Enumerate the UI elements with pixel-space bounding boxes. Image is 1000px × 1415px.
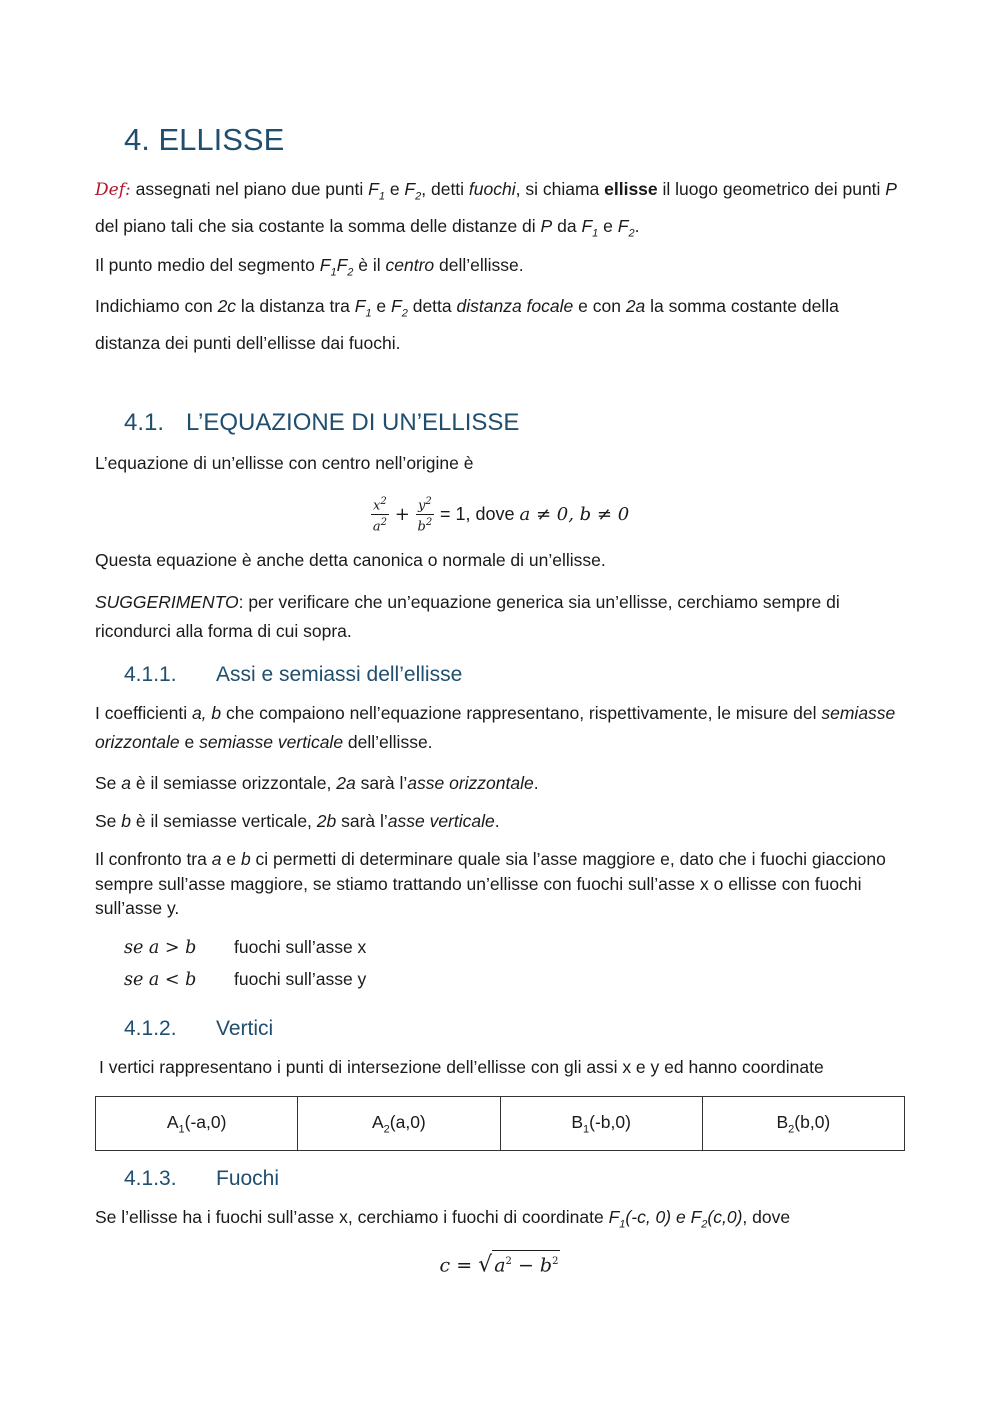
fuochi-paragraph: Se l’ellisse ha i fuochi sull’asse x, cerchiamo i fuochi di coordinate $F_1(-c$, 0) e $F_2(c,0)$, dove [95, 1207, 791, 1231]
vertici-intro: I vertici rappresentano i punti di intersezione dell’ellisse con gli assi x e y ed hanno coordinate [99, 1057, 824, 1077]
focale-paragraph: Indichiamo con 2c la distanza tra $F_1$ e $F_2$ detta distanza focale e con 2a la somma costante della distanza dei punti dell’ellisse dai fuochi. [95, 296, 839, 353]
chapter-title: 4. ELLISSE [124, 122, 285, 157]
definition-label: Def: [95, 180, 131, 200]
section-heading-4-1-1: 4.1.1. Assi e semiassi dell’ellisse [124, 663, 463, 686]
sqrt-symbol: √ [478, 1252, 493, 1278]
table-cell: $B_1(-b,0)$ [500, 1097, 702, 1151]
focal-distance-formula: c = √ $a^2 - b^2$ [0, 1250, 1000, 1277]
confronto-paragraph: Il confronto tra a e b ci permetti di determinare quale sia l’asse maggiore e, dato che i fuochi giacciono sempre sull’asse maggiore, se stiamo trattando un’ellisse con fuochi sull’asse x o ellisse con fuochi sull’asse y. [95, 849, 886, 918]
table-row [96, 1097, 905, 1151]
asse-orizzontale-line: Se a è il semiasse orizzontale, 2a sarà l’asse orizzontale. [95, 773, 539, 793]
fraction-x: $\frac{x^2}{a^2}$ [372, 496, 387, 535]
canonica-paragraph: Questa equazione è anche detta canonica o normale di un’ellisse. [95, 550, 606, 570]
coefficienti-paragraph: I coefficienti a, b che compaiono nell’equazione rappresentano, rispettivamente, le misure del semiasse orizzontale e semiasse verticale dell’ellisse. [95, 703, 896, 752]
radicand: $a^2 - b^2$ [492, 1250, 560, 1276]
ellipse-equation: $\frac{x^2}{a^2}$ + $\frac{y^2}{b^2}$ = 1, dove a ≠ 0, b ≠ 0 [372, 496, 630, 535]
asse-verticale-line: Se b è il semiasse verticale, 2b sarà l’asse verticale. [95, 811, 500, 831]
condition-row: se a < b fuochi sull’asse y [124, 969, 367, 990]
section-heading-4-1: 4.1. L’EQUAZIONE DI UN’ELLISSE [124, 409, 520, 436]
suggerimento-paragraph: SUGGERIMENTO: per verificare che un’equazione generica sia un’ellisse, cerchiamo sempre di ricondurci alla forma di cui sopra. [95, 592, 840, 641]
table-cell: $A_1(-a,0)$ [96, 1097, 298, 1151]
table-cell: $A_2(a,0)$ [298, 1097, 500, 1151]
ellisse-term: ellisse [604, 179, 658, 199]
equation-intro: L’equazione di un’ellisse con centro nell’origine è [95, 453, 474, 473]
condition-row: se a > b fuochi sull’asse x [124, 937, 367, 958]
fraction-y: $\frac{y^2}{b^2}$ [417, 496, 433, 535]
table-cell: $B_2(b,0)$ [702, 1097, 904, 1151]
section-heading-4-1-2: 4.1.2. Vertici [124, 1017, 274, 1040]
definition-paragraph: Def: assegnati nel piano due punti $F_1$ e $F_2$, detti fuochi, si chiama ellisse il luogo geometrico dei punti P del piano tali che sia costante la somma delle distanze di P da $F_1$ e $F_2$. [95, 179, 897, 239]
section-heading-4-1-3: 4.1.3. Fuochi [124, 1167, 280, 1190]
vertici-table [95, 1096, 905, 1151]
centro-paragraph: Il punto medio del segmento $F_1F_2$ è il centro dell’ellisse. [95, 255, 524, 279]
